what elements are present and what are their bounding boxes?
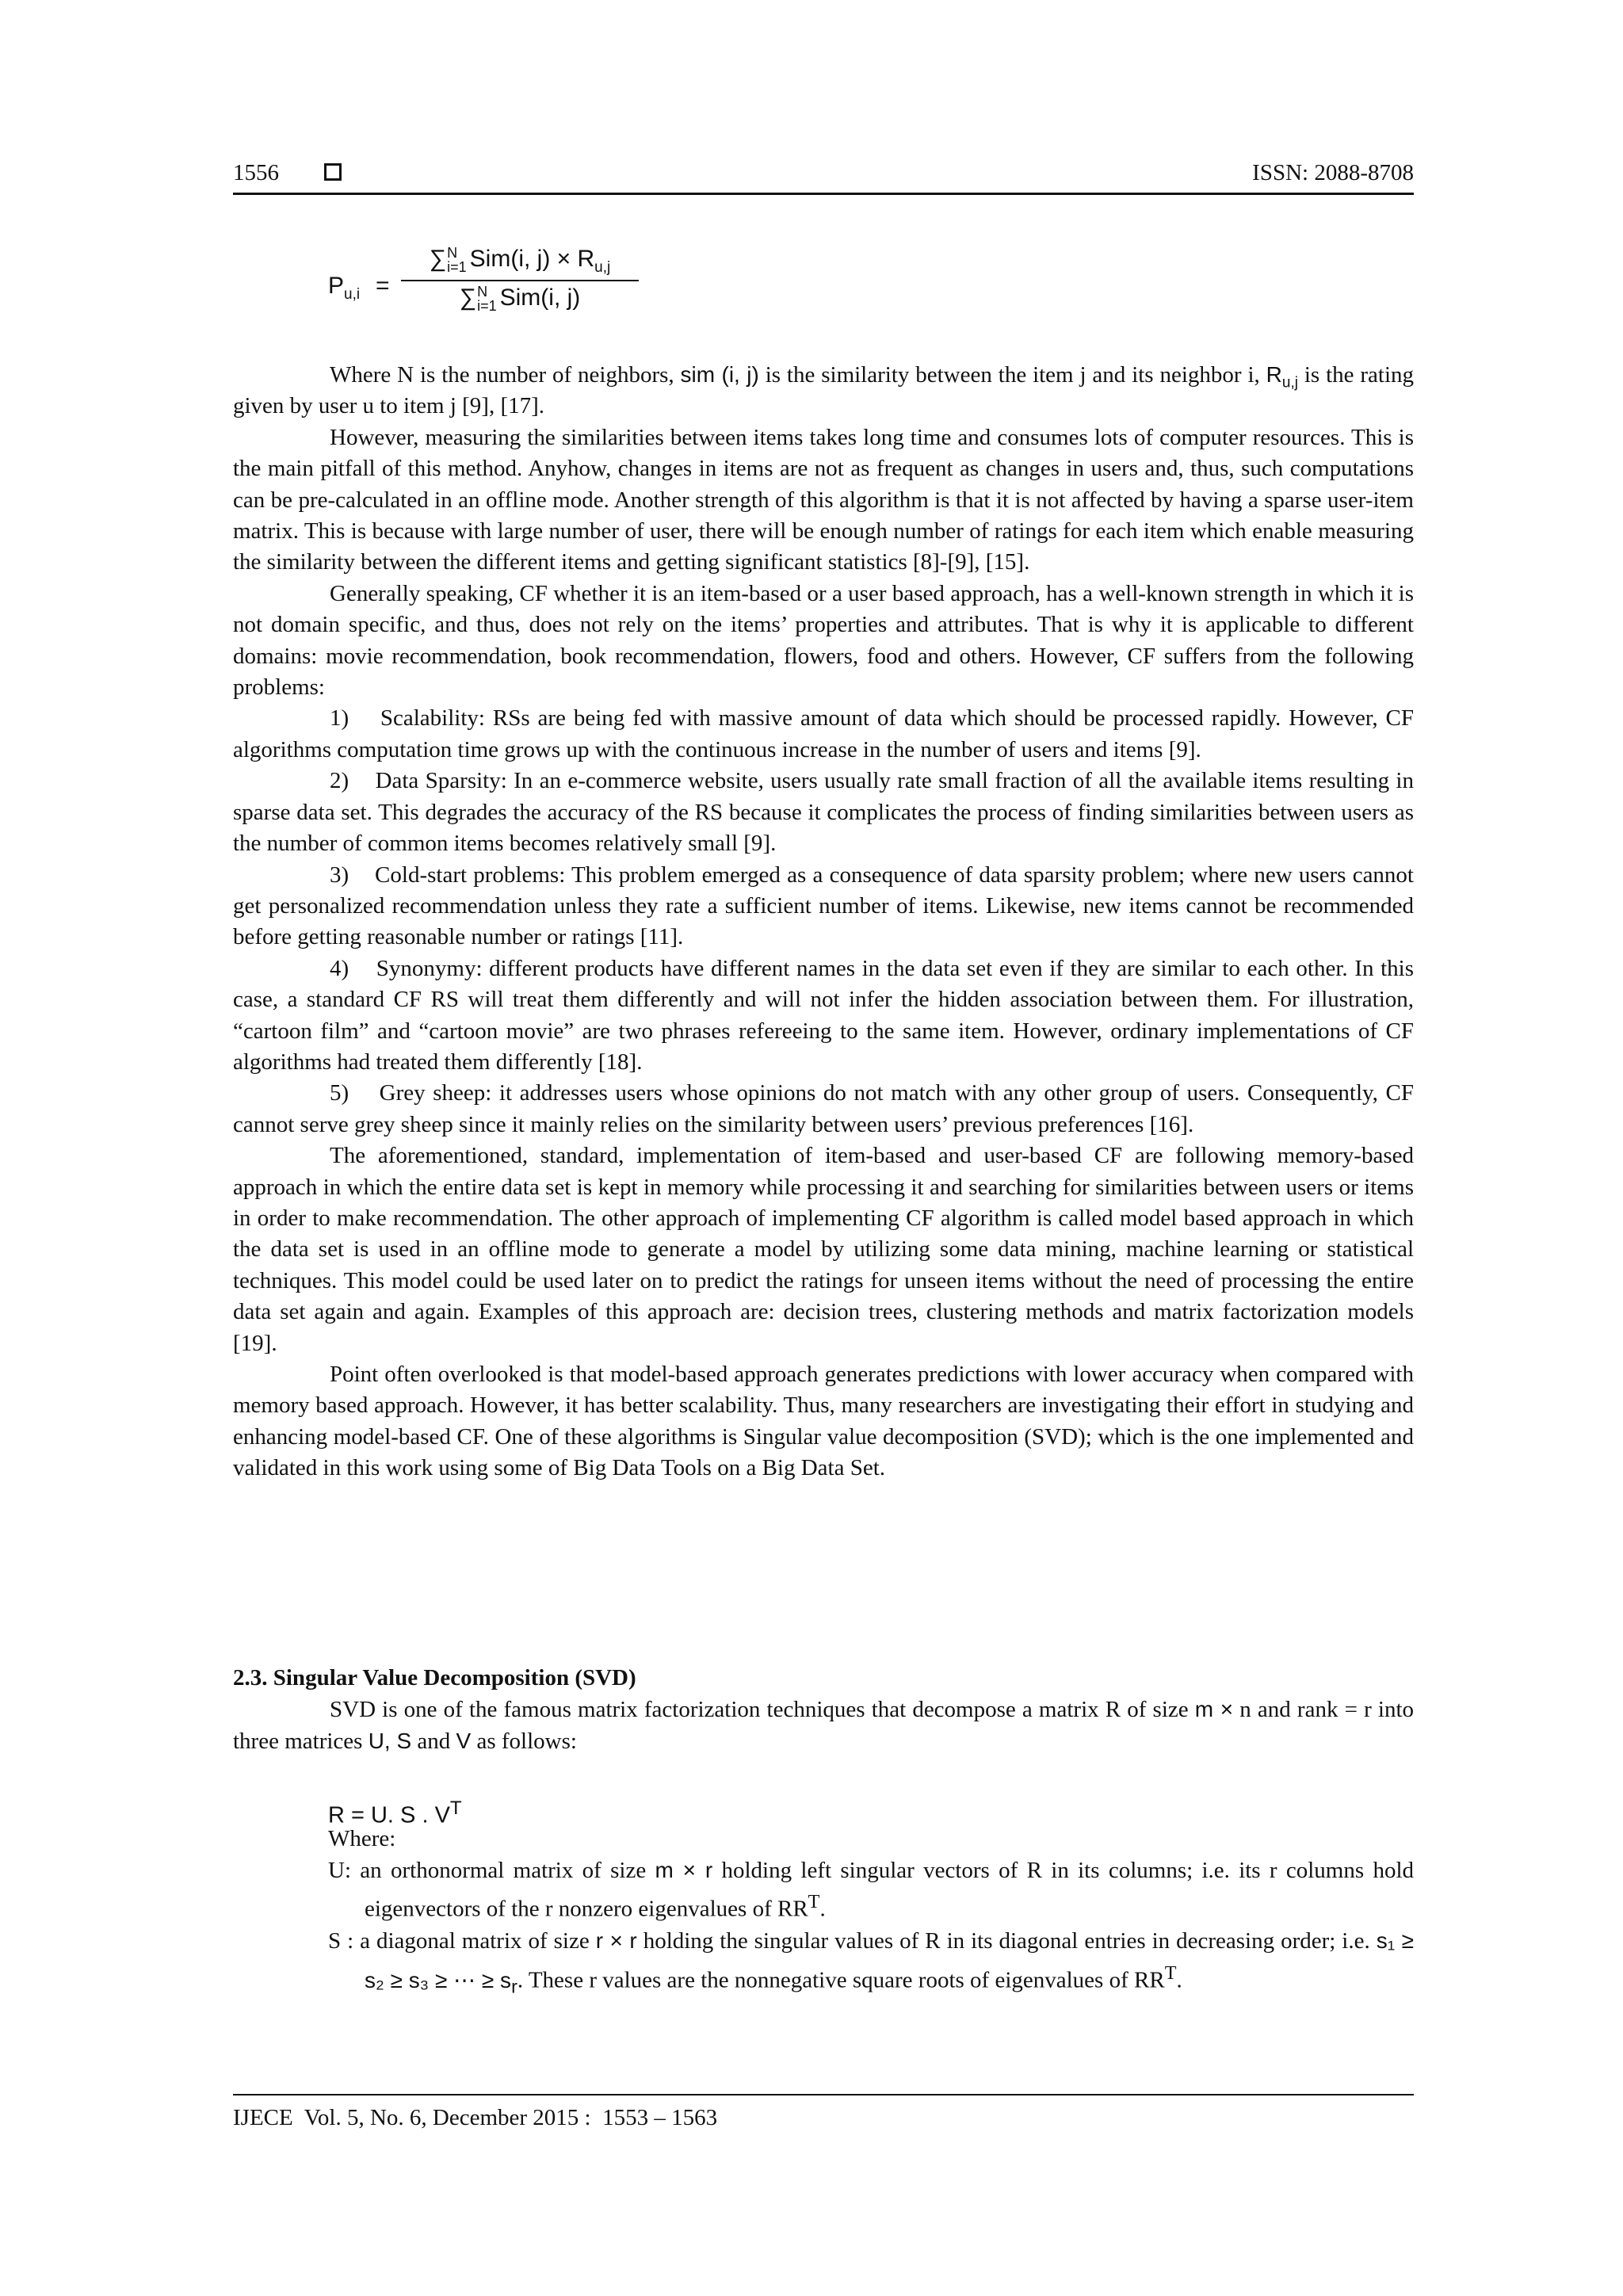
paragraph: However, measuring the similarities between items takes long time and consumes lots of computer resources. This is the main pitfall of this method. Anyhow, changes in items are not as frequent as changes in users and, thus, such computations can be pre-calculated in an offline mode. Another strength of this algorithm is that it is not affected by having a sparse user-item matrix. This is because with large number of user, there will be enough number of ratings for each item which enable measuring the similarity between the different items and getting significant statistics [8]-[9], [15]. <box>233 424 1414 575</box>
footer-rule <box>233 2094 1414 2095</box>
definition-s: S : a diagonal matrix of size r × r holding the singular values of R in its diagonal entries in decreasing order; i.e. s₁ ≥ s₂ ≥ s₃ ≥ ⋯ ≥ $s_r$. These r values are the nonnegative square roots of eigenvalues of $RR^T$. <box>328 1928 1415 1997</box>
page-header <box>233 155 1414 190</box>
equation-fraction <box>401 246 639 313</box>
paragraph: Generally speaking, CF whether it is an item-based or a user based approach, has a well-known strength in which it is not domain specific, and thus, does not rely on the items’ properties and attributes. That is why it is applicable to different domains: movie recommendation, book recommendation, flowers, food and others. However, CF suffers from the following problems: <box>233 580 1414 701</box>
equation-numerator: ∑N i=1 Sim(i, $j) \times R_{u,j}$ <box>429 245 611 276</box>
paragraph: Point often overlooked is that model-based approach generates predictions with lower accuracy when compared with memory based approach. However, it has better scalability. Thus, many researchers are investigating their effort in studying and enhancing model-based CF. One of these algorithms is Singular value decomposition (SVD); which is the one implemented and validated in this work using some of Big Data Tools on a Big Data Set. <box>233 1362 1414 1481</box>
header-rule <box>233 193 1414 195</box>
list-item-sparsity: 2) Data Sparsity: In an e-commerce website, users usually rate small fraction of all the available items resulting in sparse data set. This degrades the accuracy of the RS because it complicates the process of finding similarities between users as the number of common items becomes relatively small [9]. <box>233 768 1420 857</box>
equation-equals: = <box>376 273 390 299</box>
equation-denominator: ∑N i=1 Sim(i, j) <box>459 284 581 315</box>
where-label: Where: <box>328 1826 396 1851</box>
body-text <box>233 359 1420 1484</box>
checkbox-square-icon <box>324 163 342 181</box>
svd-formula: R = U. S . $V^T$ <box>328 1797 462 1828</box>
issn: ISSN: 2088-8708 <box>1252 160 1414 185</box>
list-item-grey-sheep: 5) Grey sheep: it addresses users whose opinions do not match with any other group of users. Consequently, CF cannot serve grey sheep since it mainly relies on the similarity between users’ previous preferences [16]. <box>233 1080 1420 1137</box>
definition-u: U: an orthonormal matrix of size m × r holding left singular vectors of R in its columns; i.e. its r columns hold eigenvectors of the r nonzero eigenvalues of $RR^T$. <box>328 1858 1414 1923</box>
page-number: 1556 <box>233 160 279 185</box>
paragraph: The aforementioned, standard, implementation of item-based and user-based CF are following memory-based approach in which the entire data set is kept in memory while processing it and searching for similarities between users or items in order to make recommendation. The other approach of implementing CF algorithm is called model based approach in which the data set is used in an offline mode to generate a model by utilizing some data mining, machine learning or statistical techniques. This model could be used later on to predict the ratings for unseen items without the need of processing the entire data set again and again. Examples of this approach are: decision trees, clustering methods and matrix factorization models [19]. <box>233 1143 1414 1356</box>
paragraph-where: Where N is the number of neighbors, sim (i, j) is the similarity between the item j and its neighbor i, $R_{u,j}$ is the rating given by user u to item j [9], [17]. <box>233 362 1415 419</box>
equation-lhs: $P_{u,i}$ <box>328 273 361 303</box>
definition-list <box>328 1855 1414 2003</box>
list-item-cold-start: 3) Cold-start problems: This problem emerged as a consequence of data sparsity problem; where new users cannot get personalized recommendation unless they rate a sufficient number of items. Likewise, new items cannot be recommended before getting reasonable number or ratings [11]. <box>233 861 1420 950</box>
svd-intro: SVD is one of the famous matrix factorization techniques that decompose a matrix R of size m × n and rank = r into three matrices U, S and V as follows: <box>233 1697 1415 1755</box>
section-heading: 2.3. Singular Value Decomposition (SVD) <box>233 1665 636 1690</box>
list-item-scalability: 1) Scalability: RSs are being fed with massive amount of data which should be processed rapidly. However, CF algorithms computation time grows up with the continuous increase in the number of users and items [9]. <box>233 705 1420 762</box>
footer-citation: IJECE Vol. 5, No. 6, December 2015 : 1553 – 1563 <box>233 2105 718 2130</box>
list-item-synonymy: 4) Synonymy: different products have different names in the data set even if they are similar to each other. In this case, a standard CF RS will treat them differently and will not infer the hidden association between them. For illustration, “cartoon film” and “cartoon movie” are two phrases refereeing to the same item. However, ordinary implementations of CF algorithms had treated them differently [18]. <box>233 955 1420 1075</box>
